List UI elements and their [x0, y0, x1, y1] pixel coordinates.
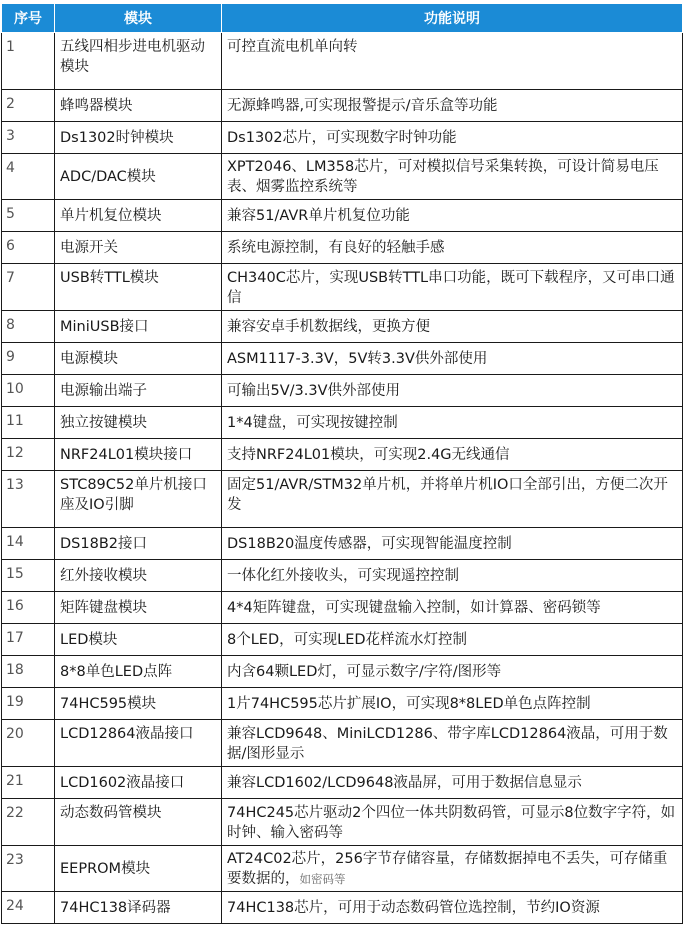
row-no: 22: [2, 799, 55, 846]
row-desc: 内含64颗LED灯，可显示数字/字符/图形等: [222, 656, 683, 688]
row-no: 13: [2, 471, 55, 528]
row-desc: 1片74HC595芯片扩展IO，可实现8*8LED单色点阵控制: [222, 688, 683, 720]
row-module: 矩阵键盘模块: [55, 592, 222, 624]
row-no: 12: [2, 439, 55, 471]
table-row: [2, 846, 683, 892]
header-desc: 功能说明: [222, 4, 683, 33]
row-module: ADC/DAC模块: [55, 154, 222, 200]
row-module: 动态数码管模块: [55, 799, 222, 846]
row-module: 红外接收模块: [55, 560, 222, 592]
row-desc: CH340C芯片，实现USB转TTL串口功能，既可下载程序，又可串口通信: [222, 264, 683, 311]
table-row: [2, 799, 683, 846]
row-desc: 可控直流电机单向转: [222, 33, 683, 90]
row-module: 8*8单色LED点阵: [55, 656, 222, 688]
row-desc-tail: 如密码等: [299, 871, 346, 886]
table-row: [2, 311, 683, 343]
row-module: EEPROM模块: [55, 846, 222, 892]
row-desc: 1*4键盘，可实现按键控制: [222, 407, 683, 439]
row-module: MiniUSB接口: [55, 311, 222, 343]
row-no: 1: [2, 33, 55, 90]
row-desc: DS18B20温度传感器，可实现智能温度控制: [222, 528, 683, 560]
row-no: 17: [2, 624, 55, 656]
row-no: 21: [2, 767, 55, 799]
row-module: STC89C52单片机接口座及IO引脚: [55, 471, 222, 528]
row-module: 74HC138译码器: [55, 892, 222, 924]
table-row: [2, 688, 683, 720]
table-row: [2, 560, 683, 592]
row-desc: 可输出5V/3.3V供外部使用: [222, 375, 683, 407]
row-desc: [222, 846, 683, 892]
module-spec-table: [1, 3, 683, 924]
row-no: 15: [2, 560, 55, 592]
row-no: 23: [2, 846, 55, 892]
row-module: 74HC595模块: [55, 688, 222, 720]
table-row: [2, 232, 683, 264]
table-row: [2, 343, 683, 375]
row-desc: Ds1302芯片，可实现数字时钟功能: [222, 122, 683, 154]
header-module: 模块: [55, 4, 222, 33]
table-row: [2, 264, 683, 311]
row-no: 8: [2, 311, 55, 343]
table-row: [2, 471, 683, 528]
table-row: [2, 154, 683, 200]
table-row: [2, 624, 683, 656]
row-module: LCD1602液晶接口: [55, 767, 222, 799]
row-no: 3: [2, 122, 55, 154]
table-row: [2, 528, 683, 560]
row-desc: 无源蜂鸣器,可实现报警提示/音乐盒等功能: [222, 90, 683, 122]
row-desc: 兼容LCD1602/LCD9648液晶屏，可用于数据信息显示: [222, 767, 683, 799]
row-module: LCD12864液晶接口: [55, 720, 222, 767]
row-no: 4: [2, 154, 55, 200]
row-module: 电源开关: [55, 232, 222, 264]
row-no: 20: [2, 720, 55, 767]
table-row: [2, 439, 683, 471]
table-row: [2, 375, 683, 407]
table-row: [2, 407, 683, 439]
row-no: 7: [2, 264, 55, 311]
row-module: LED模块: [55, 624, 222, 656]
row-module: Ds1302时钟模块: [55, 122, 222, 154]
table-row: [2, 90, 683, 122]
row-no: 18: [2, 656, 55, 688]
row-no: 19: [2, 688, 55, 720]
table-row: [2, 33, 683, 90]
table-row: [2, 200, 683, 232]
table-row: [2, 767, 683, 799]
row-no: 6: [2, 232, 55, 264]
row-desc: 兼容安卓手机数据线，更换方便: [222, 311, 683, 343]
row-desc: 兼容LCD9648、MiniLCD1286、带字库LCD12864液晶，可用于数据/图形显示: [222, 720, 683, 767]
table-row: [2, 720, 683, 767]
row-desc: 4*4矩阵键盘，可实现键盘输入控制，如计算器、密码锁等: [222, 592, 683, 624]
row-module: NRF24L01模块接口: [55, 439, 222, 471]
row-module: USB转TTL模块: [55, 264, 222, 311]
row-desc: 固定51/AVR/STM32单片机，并将单片机IO口全部引出，方便二次开发: [222, 471, 683, 528]
row-module: 单片机复位模块: [55, 200, 222, 232]
row-no: 9: [2, 343, 55, 375]
row-no: 24: [2, 892, 55, 924]
row-module: 蜂鸣器模块: [55, 90, 222, 122]
row-desc: 74HC245芯片驱动2个四位一体共阴数码管，可显示8位数字字符，如时钟、输入密码等: [222, 799, 683, 846]
row-desc: XPT2046、LM358芯片，可对模拟信号采集转换，可设计简易电压表、烟雾监控系统等: [222, 154, 683, 200]
row-no: 2: [2, 90, 55, 122]
row-desc: ASM1117-3.3V，5V转3.3V供外部使用: [222, 343, 683, 375]
row-no: 11: [2, 407, 55, 439]
table-row: [2, 656, 683, 688]
row-desc: 兼容51/AVR单片机复位功能: [222, 200, 683, 232]
row-no: 16: [2, 592, 55, 624]
row-desc: 74HC138芯片，可用于动态数码管位选控制，节约IO资源: [222, 892, 683, 924]
table-row: [2, 122, 683, 154]
row-desc: 8个LED，可实现LED花样流水灯控制: [222, 624, 683, 656]
row-no: 5: [2, 200, 55, 232]
row-no: 10: [2, 375, 55, 407]
row-desc: 系统电源控制，有良好的轻触手感: [222, 232, 683, 264]
row-module: 五线四相步进电机驱动模块: [55, 33, 222, 90]
row-no: 14: [2, 528, 55, 560]
header-no: 序号: [2, 4, 55, 33]
row-desc: 一体化红外接收头，可实现遥控控制: [222, 560, 683, 592]
row-module: 电源模块: [55, 343, 222, 375]
table-header-row: [2, 4, 683, 33]
row-desc: 支持NRF24L01模块，可实现2.4G无线通信: [222, 439, 683, 471]
table-row: [2, 892, 683, 924]
row-desc-text: AT24C02芯片，256字节存储容量，存储数据掉电不丢失，可存储重要数据的，: [227, 850, 668, 887]
row-module: 电源输出端子: [55, 375, 222, 407]
table-row: [2, 592, 683, 624]
row-module: 独立按键模块: [55, 407, 222, 439]
row-module: DS18B2接口: [55, 528, 222, 560]
